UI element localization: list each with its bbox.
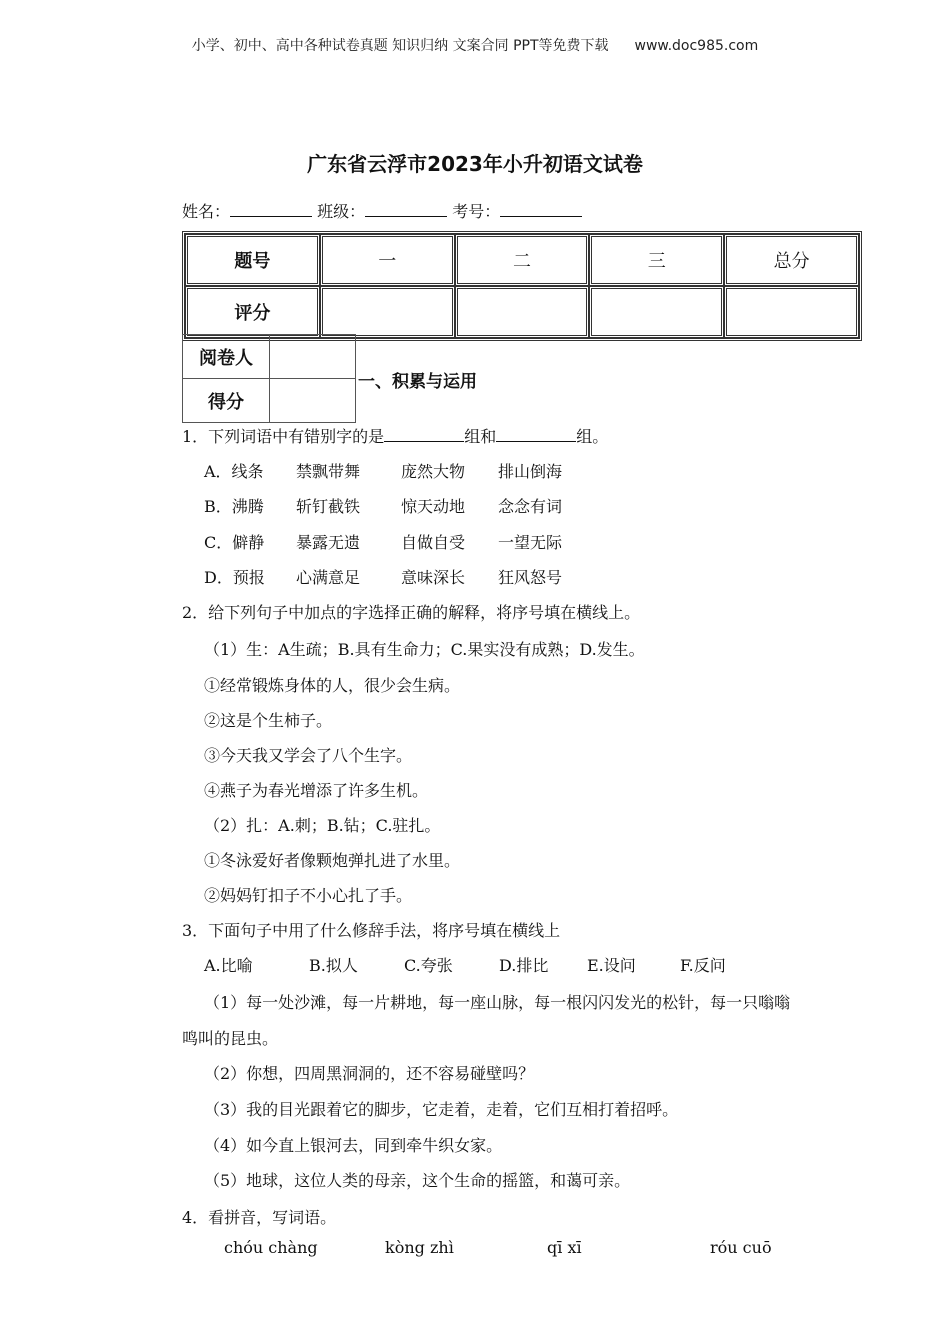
id-blank[interactable] — [500, 200, 582, 217]
points-label: 得分 — [183, 379, 270, 423]
q1-stem-b: 组和 — [464, 427, 497, 446]
header-site[interactable]: www.doc985.com — [634, 38, 759, 54]
option-item: 暴露无遗 — [296, 533, 361, 552]
option-item: 庞然大物 — [401, 462, 466, 481]
score-cell[interactable] — [589, 286, 724, 338]
page-header — [0, 35, 950, 55]
score-cell[interactable] — [455, 286, 590, 338]
option-item: D．预报 — [204, 568, 265, 587]
q2-line: ①经常锻炼身体的人，很少会生病。 — [204, 676, 461, 695]
name-label: 姓名： — [182, 202, 231, 221]
score-header-cell: 二 — [455, 234, 590, 286]
pinyin-item: róu cuō — [710, 1238, 772, 1257]
q2-line: （1）生：A生疏；B.具有生命力；C.果实没有成熟；D.发生。 — [204, 640, 645, 659]
choice-item: C.夸张 — [404, 956, 453, 975]
header-text: 小学、初中、高中各种试卷真题 知识归纳 文案合同 PPT等免费下载 — [191, 38, 609, 54]
id-label: 考号： — [452, 202, 501, 221]
q2-line: ③今天我又学会了八个生字。 — [204, 746, 413, 765]
option-item: 狂风怒号 — [498, 568, 563, 587]
score-header-cell: 三 — [589, 234, 724, 286]
option-item: 禁飘带舞 — [296, 462, 361, 481]
q2-line: ②妈妈钉扣子不小心扎了手。 — [204, 886, 413, 905]
score-row-label: 评分 — [185, 286, 320, 338]
q3-sentence-cont: 鸣叫的昆虫。 — [182, 1029, 279, 1048]
option-item: 自做自受 — [401, 533, 466, 552]
score-header-cell: 题号 — [185, 234, 320, 286]
pinyin-item: qī xī — [547, 1238, 582, 1257]
choice-item: D.排比 — [499, 956, 549, 975]
option-item: 念念有词 — [498, 497, 563, 516]
option-item: 意味深长 — [401, 568, 466, 587]
score-cell[interactable] — [320, 286, 455, 338]
q2-line: ④燕子为春光增添了许多生机。 — [204, 781, 429, 800]
points-cell[interactable] — [270, 379, 356, 423]
q1-stem — [182, 424, 608, 447]
option-item: 斩钉截铁 — [296, 497, 361, 516]
choice-item: F.反问 — [680, 956, 726, 975]
q2-line: ②这是个生柿子。 — [204, 711, 333, 730]
option-item: 排山倒海 — [498, 462, 563, 481]
pinyin-item: chóu chàng — [224, 1238, 318, 1257]
q3-sentence: （4）如今直上银河去，同到牵牛织女家。 — [204, 1136, 503, 1155]
score-cell[interactable] — [724, 286, 859, 338]
q3-sentence: （5）地球，这位人类的母亲，这个生命的摇篮，和蔼可亲。 — [204, 1171, 631, 1190]
choice-item: E.设问 — [587, 956, 636, 975]
section-heading: 一、积累与运用 — [358, 372, 477, 392]
q1-stem-c: 组。 — [576, 427, 609, 446]
pinyin-item: kòng zhì — [385, 1238, 454, 1257]
q2-stem: 2．给下列句子中加点的字选择正确的解释，将序号填在横线上。 — [182, 603, 641, 622]
option-item: C．僻静 — [204, 533, 265, 552]
class-label: 班级： — [317, 202, 366, 221]
choice-item: B.拟人 — [309, 956, 358, 975]
option-item: A．线条 — [204, 462, 264, 481]
exam-title: 广东省云浮市2023年小升初语文试卷 — [307, 152, 643, 176]
q3-sentence: （2）你想，四周黑洞洞的，还不容易碰壁吗？ — [204, 1064, 535, 1083]
option-item: 一望无际 — [498, 533, 563, 552]
q3-stem: 3．下面句子中用了什么修辞手法，将序号填在横线上 — [182, 921, 561, 940]
grader-table — [182, 334, 356, 423]
q1-blank-1[interactable] — [384, 425, 464, 442]
q2-line: ①冬泳爱好者像颗炮弹扎进了水里。 — [204, 851, 461, 870]
class-blank[interactable] — [365, 200, 447, 217]
q3-sentence: （3）我的目光跟着它的脚步，它走着，走着，它们互相打着招呼。 — [204, 1100, 679, 1119]
q1-blank-2[interactable] — [496, 425, 576, 442]
option-item: B．沸腾 — [204, 497, 264, 516]
grader-cell[interactable] — [270, 335, 356, 379]
score-header-cell: 一 — [320, 234, 455, 286]
q1-stem-a: 1．下列词语中有错别字的是 — [182, 427, 385, 446]
grader-label: 阅卷人 — [183, 335, 270, 379]
q4-stem: 4．看拼音，写词语。 — [182, 1208, 337, 1227]
score-table — [182, 231, 862, 341]
score-header-cell: 总分 — [724, 234, 859, 286]
option-item: 惊天动地 — [401, 497, 466, 516]
q3-sentence: （1）每一处沙滩，每一片耕地，每一座山脉，每一根闪闪发光的松针，每一只嗡嗡 — [204, 993, 791, 1012]
name-blank[interactable] — [230, 200, 312, 217]
q2-line: （2）扎：A.刺；B.钻；C.驻扎。 — [204, 816, 441, 835]
choice-item: A.比喻 — [204, 956, 253, 975]
student-info — [182, 199, 582, 222]
option-item: 心满意足 — [296, 568, 361, 587]
